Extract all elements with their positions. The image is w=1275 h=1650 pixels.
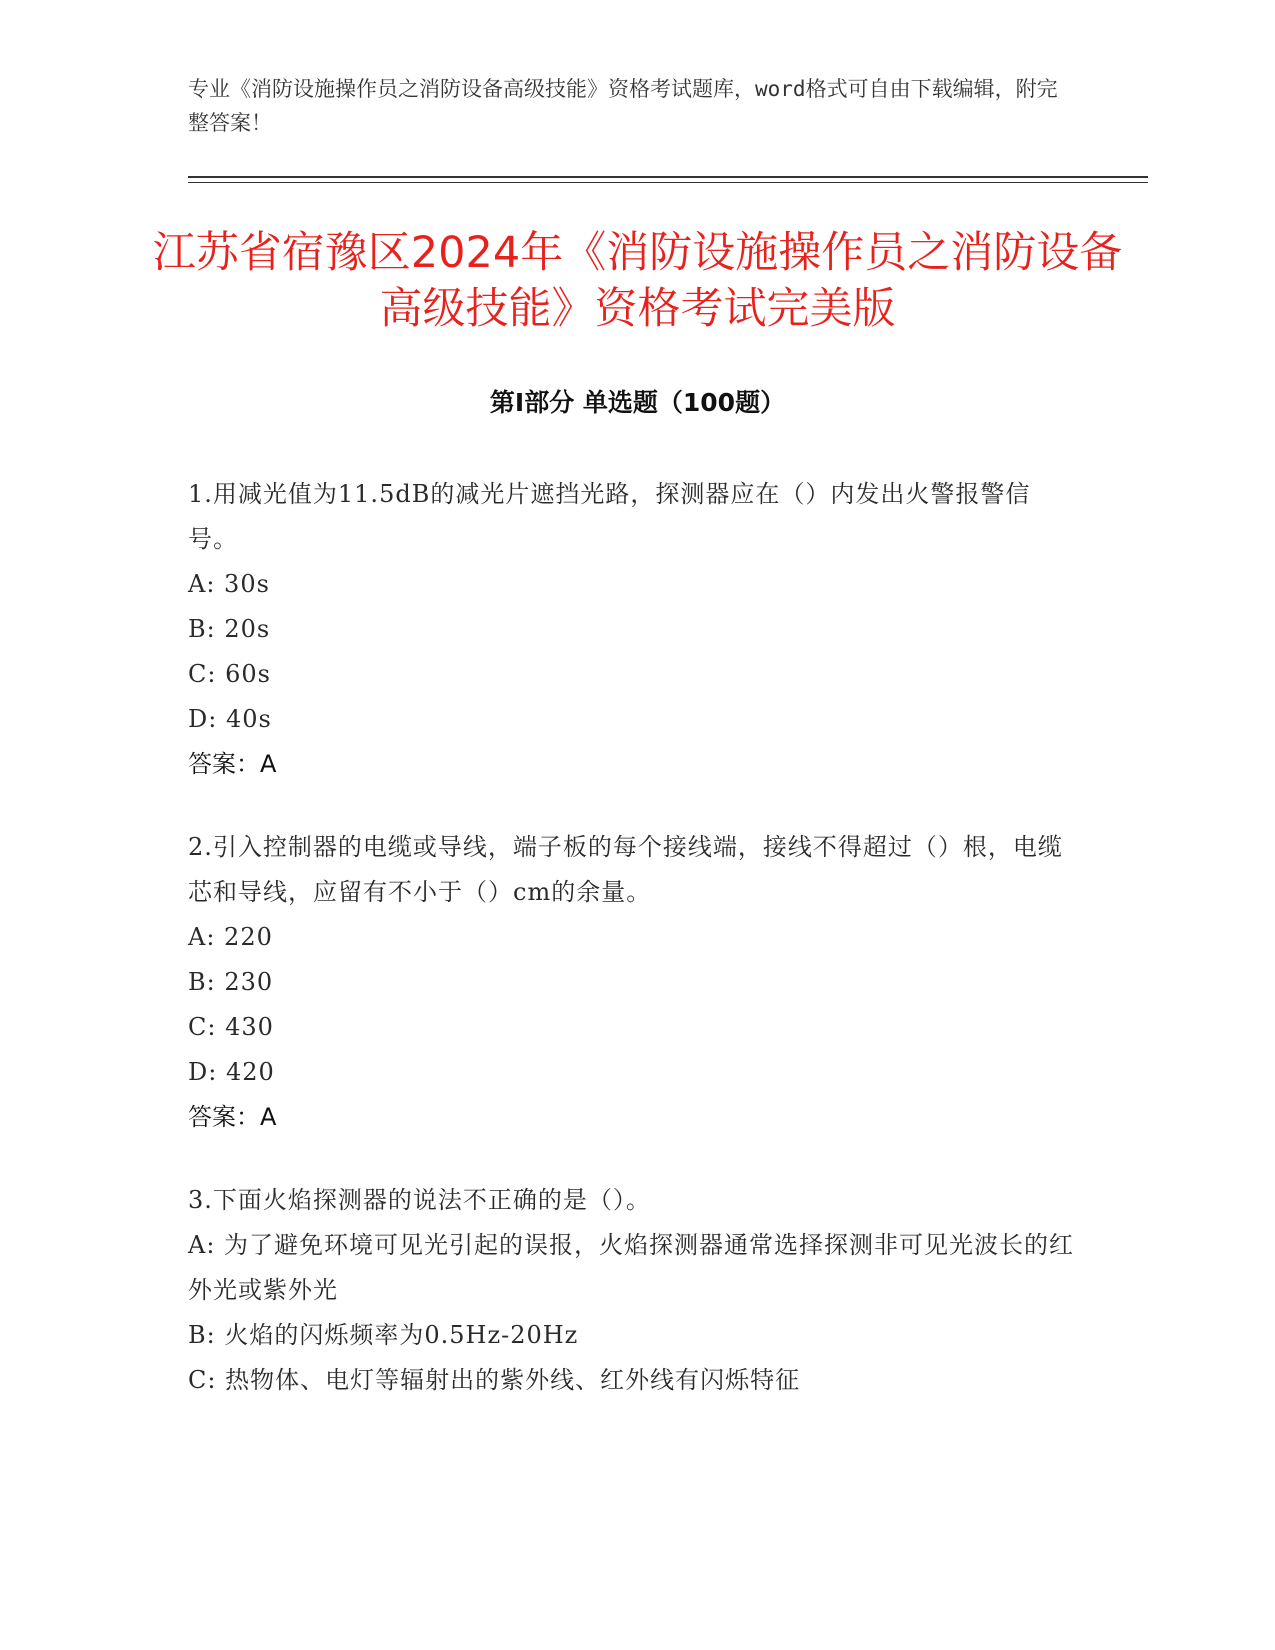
document-title: 江苏省宿豫区2024年《消防设施操作员之消防设备高级技能》资格考试完美版	[152, 228, 1123, 334]
header-rule-thin	[188, 182, 1148, 183]
question-2	[188, 825, 1078, 1140]
option-a: A: 30s	[188, 570, 270, 598]
question-text: 2.引入控制器的电缆或导线，端子板的每个接线端，接线不得超过（）根，电缆芯和导线，应留有不小于（）cm的余量。	[188, 833, 1063, 906]
header-note: 专业《消防设施操作员之消防设备高级技能》资格考试题库，word格式可自由下载编辑，附完整答案！	[188, 77, 1058, 135]
question-text: 3.下面火焰探测器的说法不正确的是（）。	[188, 1186, 651, 1214]
option-a: A: 为了避免环境可见光引起的误报，火焰探测器通常选择探测非可见光波长的红外光或紫外光	[188, 1231, 1075, 1304]
option-d: D: 40s	[188, 705, 272, 733]
answer-line: 答案：A	[188, 1103, 277, 1131]
option-c: C: 热物体、电灯等辐射出的紫外线、红外线有闪烁特征	[188, 1366, 801, 1394]
question-3	[188, 1178, 1078, 1403]
question-text: 1.用减光值为11.5dB的减光片遮挡光路，探测器应在（）内发出火警报警信号。	[188, 480, 1031, 553]
header-rule-thick	[188, 176, 1148, 178]
option-a: A: 220	[188, 923, 273, 951]
option-c: C: 430	[188, 1013, 274, 1041]
answer-line: 答案：A	[188, 750, 277, 778]
option-b: B: 230	[188, 968, 274, 996]
section-title: 第Ⅰ部分 单选题（100题）	[489, 388, 786, 417]
option-b: B: 20s	[188, 615, 271, 643]
option-c: C: 60s	[188, 660, 271, 688]
option-d: D: 420	[188, 1058, 275, 1086]
question-1	[188, 472, 1078, 787]
option-b: B: 火焰的闪烁频率为0.5Hz-20Hz	[188, 1321, 579, 1349]
question-list	[188, 472, 1078, 1441]
